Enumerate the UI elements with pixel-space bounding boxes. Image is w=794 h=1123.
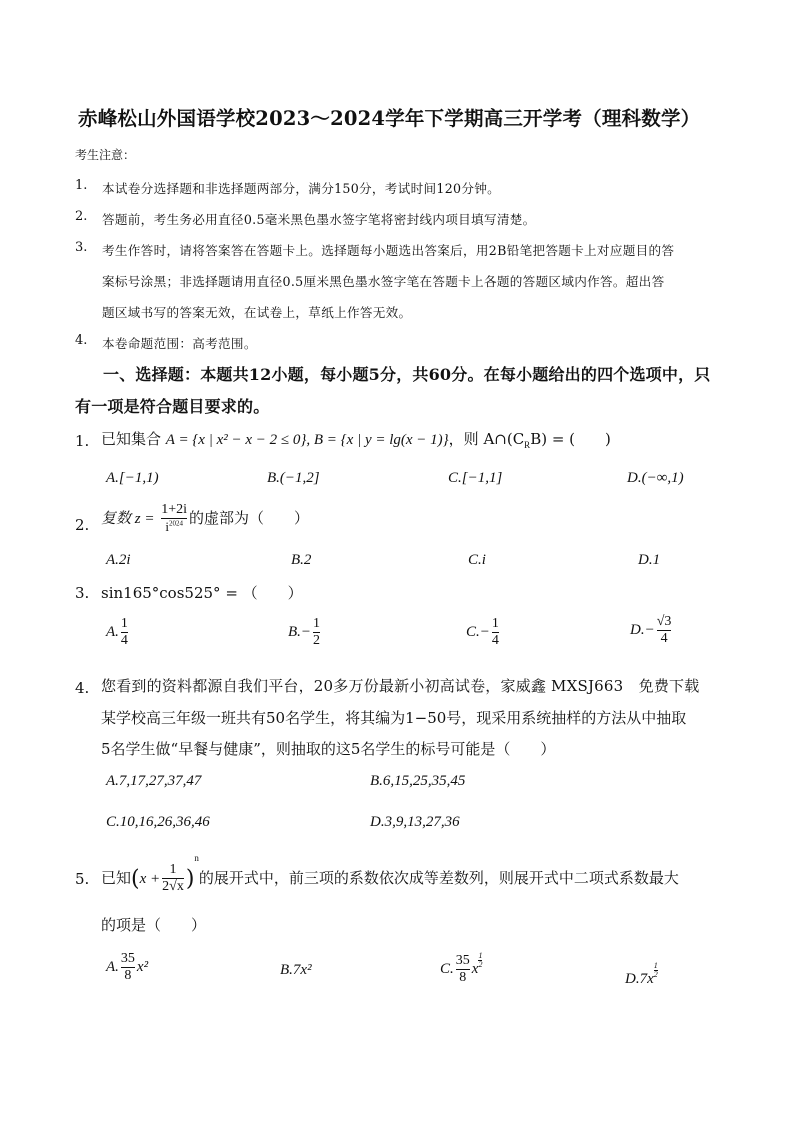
option-c bbox=[440, 952, 482, 985]
question-stem: 某学校高三年级一班共有50名学生，将其编为1−50号，现采用系统抽样的方法从中抽取 bbox=[101, 709, 687, 727]
notice-item-number: 2. bbox=[75, 209, 88, 224]
option-label: B. bbox=[288, 624, 301, 641]
option-a: A.2i bbox=[106, 552, 131, 568]
option-fraction bbox=[121, 617, 128, 648]
q5-x: x + bbox=[139, 871, 161, 887]
notice-item-number: 1. bbox=[75, 178, 88, 193]
fraction-denominator: 4 bbox=[120, 632, 128, 648]
question-stem bbox=[101, 428, 611, 450]
notice-item-number: 3. bbox=[75, 240, 88, 255]
exponent-numerator: 1 bbox=[478, 951, 483, 960]
q1-set-b: , B = {x | y = lg(x − 1)} bbox=[306, 432, 449, 448]
fraction-numerator: √3 bbox=[656, 614, 672, 629]
option-sign: − bbox=[644, 622, 655, 639]
exponent-fraction bbox=[478, 952, 482, 969]
option-a bbox=[106, 952, 148, 983]
fraction-denominator: 8 bbox=[456, 969, 470, 986]
option-label: C. bbox=[466, 624, 480, 641]
q5-suffix: 的展开式中，前三项的系数依次成等差数列，则展开式中二项式系数最大 bbox=[198, 869, 679, 887]
option-a: A.7,17,27,37,47 bbox=[106, 773, 202, 789]
q1-suffix: ，则 A∩(C bbox=[448, 430, 525, 448]
question-number: 4. bbox=[75, 679, 90, 697]
notice-item-text: 本卷命题范围：高考范围。 bbox=[102, 336, 257, 351]
fraction-denominator: 8 bbox=[121, 967, 135, 984]
fraction-numerator: 35 bbox=[455, 952, 470, 968]
option-label: A. bbox=[106, 959, 119, 976]
notice-item-number: 4. bbox=[75, 333, 88, 348]
fraction-numerator: 1 bbox=[491, 616, 499, 631]
question-number: 5. bbox=[75, 870, 90, 888]
notice-item-text: 答题前，考生务必用直径0.5毫米黑色墨水签字笔将密封线内项目填写清楚。 bbox=[102, 212, 536, 227]
question-number: 3. bbox=[75, 584, 90, 602]
option-c bbox=[466, 617, 501, 648]
option-d bbox=[625, 962, 658, 988]
fraction-numerator: 35 bbox=[120, 951, 135, 966]
notice-item-text: 本试卷分选择题和非选择题两部分，满分150分，考试时间120分钟。 bbox=[102, 181, 501, 196]
option-sign: − bbox=[479, 624, 490, 641]
option-label: C. bbox=[440, 961, 454, 977]
question-stem bbox=[101, 853, 679, 895]
watermark-line: 您看到的资料都源自我们平台，20多万份最新小初高试卷，家威鑫 MXSJ663 免费下载 bbox=[101, 677, 700, 695]
question-stem bbox=[101, 503, 309, 535]
option-b bbox=[280, 962, 312, 979]
option-d: D.1 bbox=[638, 552, 661, 568]
q5-denominator: 2√x bbox=[162, 879, 184, 894]
question-number: 1. bbox=[75, 432, 90, 450]
fraction-numerator: 1 bbox=[313, 616, 321, 631]
option-term: x bbox=[471, 961, 479, 977]
q2-denominator-base: i bbox=[165, 518, 169, 534]
option-term: 7x² bbox=[292, 962, 312, 978]
option-fraction bbox=[313, 617, 320, 648]
fraction-denominator: 4 bbox=[657, 630, 672, 647]
exponent-fraction bbox=[654, 962, 658, 979]
option-label: B. bbox=[280, 962, 293, 978]
notice-heading: 考生注意： bbox=[75, 148, 136, 162]
option-c: C.i bbox=[468, 552, 486, 568]
option-c: C.[−1,1] bbox=[448, 470, 503, 486]
q5-prefix: 已知 bbox=[101, 869, 132, 887]
fraction-denominator: 2 bbox=[313, 632, 321, 648]
q5-exponent: n bbox=[194, 853, 199, 863]
q5-right-paren: ) bbox=[185, 866, 195, 892]
option-d: D.3,9,13,27,36 bbox=[370, 814, 460, 830]
option-b: B.(−1,2] bbox=[267, 470, 320, 486]
option-fraction bbox=[456, 954, 470, 985]
exponent-numerator: 1 bbox=[653, 961, 658, 970]
notice-item-text: 案标号涂黑；非选择题请用直径0.5厘米黑色墨水签字笔在答题卡上各题的答题区域内作答。超出答 bbox=[102, 274, 665, 289]
exponent-denominator: 2 bbox=[653, 970, 658, 979]
question-stem: sin165°cos525° = （ ） bbox=[101, 584, 303, 602]
option-term: x² bbox=[136, 959, 149, 976]
option-term: 7x bbox=[639, 971, 654, 987]
notice-item-text: 考生作答时，请将答案答在答题卡上。选择题每小题选出答案后，用2B铅笔把答题卡上对应题目的答 bbox=[102, 243, 675, 258]
question-stem-cont: 5名学生做“早餐与健康”，则抽取的这5名学生的标号可能是（ ） bbox=[101, 740, 556, 758]
fraction-denominator: 4 bbox=[491, 632, 499, 648]
option-d bbox=[630, 615, 673, 646]
q5-numerator: 1 bbox=[169, 862, 177, 878]
option-fraction bbox=[492, 617, 499, 648]
option-label: D. bbox=[630, 622, 645, 639]
option-sign: − bbox=[300, 624, 312, 641]
option-b: B.6,15,25,35,45 bbox=[370, 773, 466, 789]
question-number: 2. bbox=[75, 516, 90, 534]
q2-fraction bbox=[161, 503, 187, 535]
q2-denominator bbox=[161, 518, 187, 536]
q2-suffix: 的虚部为（ ） bbox=[189, 509, 310, 528]
option-label: D. bbox=[625, 971, 640, 987]
option-b bbox=[288, 617, 322, 648]
option-b: B.2 bbox=[291, 552, 312, 568]
option-label: A. bbox=[106, 624, 119, 641]
q1-tail: B) = ( ) bbox=[530, 430, 611, 448]
notice-item-text: 题区域书写的答案无效，在试卷上，草纸上作答无效。 bbox=[102, 305, 412, 320]
option-a: A.[−1,1) bbox=[106, 470, 159, 486]
page-title: 赤峰松山外国语学校2023～2024学年下学期高三开学考（理科数学） bbox=[78, 107, 701, 130]
fraction-numerator: 1 bbox=[120, 616, 128, 631]
option-fraction bbox=[121, 952, 135, 983]
option-a bbox=[106, 617, 130, 648]
q5-fraction bbox=[162, 863, 184, 894]
q5-left-paren: ( bbox=[131, 866, 140, 892]
q2-denominator-exponent: 2024 bbox=[168, 519, 183, 528]
q1-set-a: A = {x | x² − x − 2 ≤ 0} bbox=[165, 432, 307, 448]
section-heading: 一、选择题：本题共12小题，每小题5分，共60分。在每小题给出的四个选项中，只 bbox=[103, 365, 711, 384]
q1-prefix: 已知集合 bbox=[101, 430, 162, 448]
q1-subscript: R bbox=[524, 440, 531, 450]
q2-prefix: 复数 z = bbox=[101, 511, 155, 528]
question-stem-cont: 的项是（ ） bbox=[101, 916, 207, 934]
exponent-denominator: 2 bbox=[478, 960, 483, 969]
section-heading-cont: 有一项是符合题目要求的。 bbox=[75, 397, 270, 416]
option-d: D.(−∞,1) bbox=[627, 470, 684, 486]
option-fraction bbox=[657, 615, 672, 646]
q2-numerator: 1+2i bbox=[161, 502, 188, 517]
option-c: C.10,16,26,36,46 bbox=[106, 814, 210, 830]
